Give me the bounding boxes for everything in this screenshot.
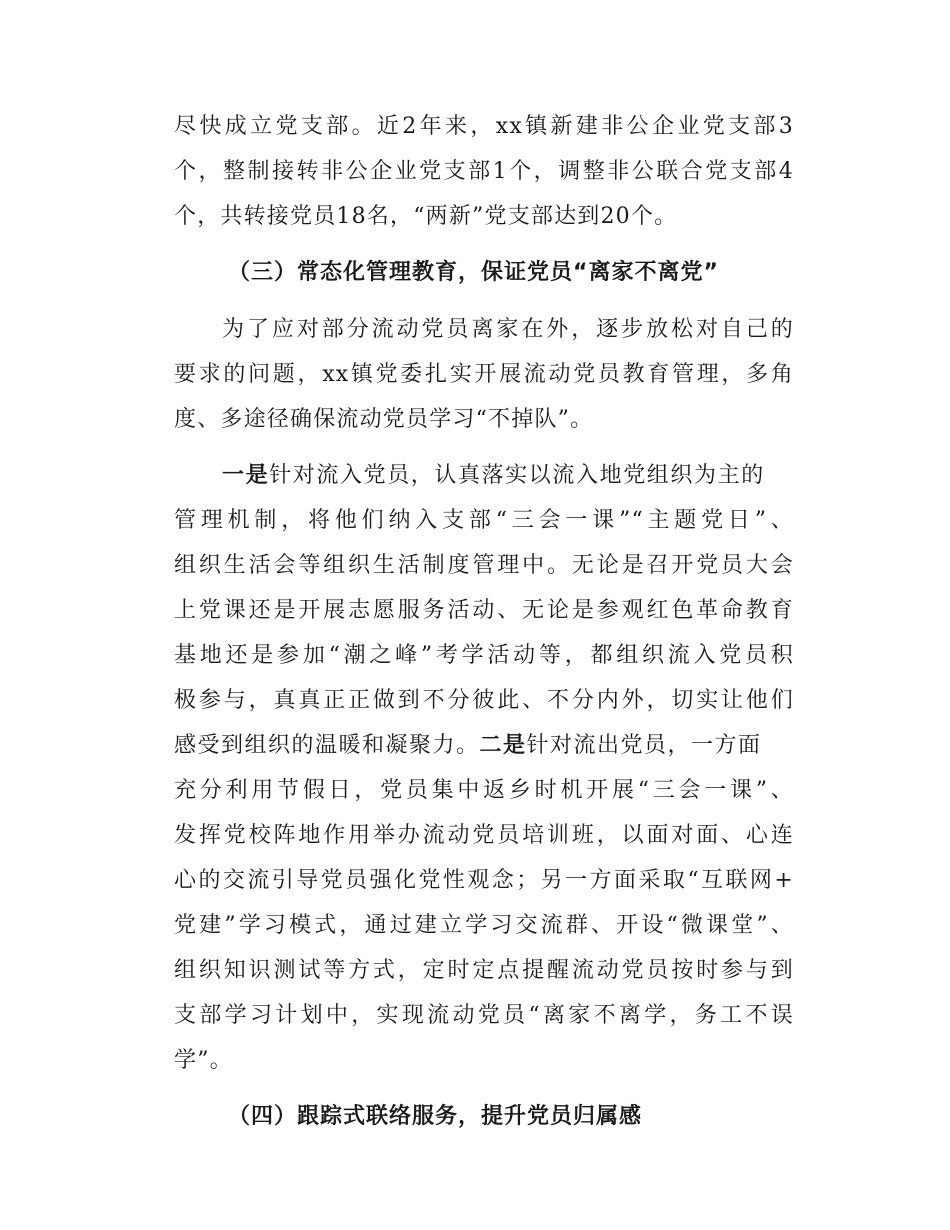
paragraph-3-line-1 (222, 461, 794, 491)
paragraph-3-line-11: 党建”学习模式，通过建立学习交流群、开设“微课堂”、 (174, 913, 794, 938)
paragraph-2-line-1: 为了应对部分流动党员离家在外，逐步放松对自己的 (222, 317, 794, 342)
paragraph-3-line-5: 基地还是参加“潮之峰”考学活动等，都组织流入党员积 (174, 643, 794, 668)
paragraph-3-line-6: 极参与，真真正正做到不分彼此、不分内外，切实让他们 (174, 688, 794, 713)
paragraph-3-line-4: 上党课还是开展志愿服务活动、无论是参观红色革命教育 (174, 598, 794, 623)
paragraph-3-line-2: 管理机制，将他们纳入支部“三会一课”“主题党日”、 (174, 508, 794, 533)
paragraph-1-line-3: 个，共转接党员18名，“两新”党支部达到20个。 (174, 204, 678, 229)
paragraph-3-line-7-start: 感受到组织的温暖和凝聚力。 (174, 733, 480, 758)
paragraph-2-line-3: 度、多途径确保流动党员学习“不掉队”。 (174, 407, 594, 432)
paragraph-2-line-2: 要求的问题，xx镇党委扎实开展流动党员教育管理，多角 (174, 362, 794, 387)
section-heading-3: （三）常态化管理教育，保证党员“离家不离党” (228, 260, 719, 285)
section-heading-4: （四）跟踪式联络服务，提升党员归属感 (228, 1104, 643, 1129)
paragraph-3-line-7 (174, 731, 794, 761)
lead-marker-second: 二是 (479, 733, 527, 758)
paragraph-3-line-14: 学”。 (174, 1048, 233, 1073)
paragraph-3-line-10: 心的交流引导党员强化党性观念；另一方面采取“互联网+ (174, 868, 794, 893)
paragraph-3-line-3: 组织生活会等组织生活制度管理中。无论是召开党员大会 (174, 553, 794, 578)
paragraph-3-line-12: 组织知识测试等方式，定时定点提醒流动党员按时参与到 (174, 958, 794, 983)
paragraph-3-line-9: 发挥党校阵地作用举办流动党员培训班，以面对面、心连 (174, 823, 794, 848)
paragraph-3-line-1-text: 针对流入党员，认真落实以流入地党组织为主的 (269, 463, 765, 488)
paragraph-3-line-7-rest: 针对流出党员，一方面 (526, 733, 762, 758)
paragraph-1-line-1: 尽快成立党支部。近2年来，xx镇新建非公企业党支部3 (174, 114, 794, 139)
lead-marker-first: 一是 (222, 463, 270, 488)
paragraph-3-line-13: 支部学习计划中，实现流动党员“离家不离学，务工不误 (174, 1003, 794, 1028)
paragraph-1-line-2: 个，整制接转非公企业党支部1个，调整非公联合党支部4 (174, 159, 794, 184)
paragraph-3-line-8: 充分利用节假日，党员集中返乡时机开展“三会一课”、 (174, 778, 794, 803)
